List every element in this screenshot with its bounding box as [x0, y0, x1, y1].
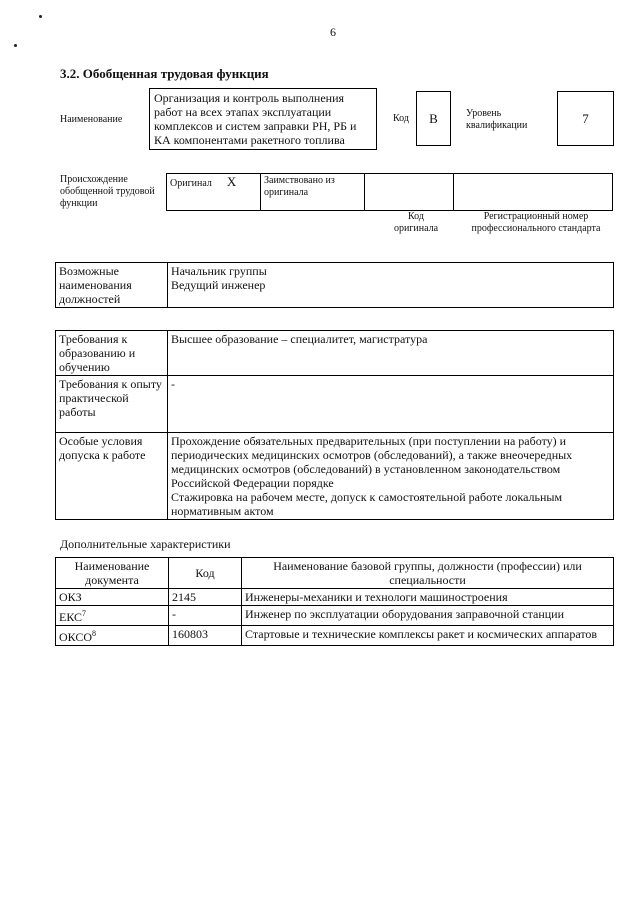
qualification-level-value: 7: [582, 110, 589, 126]
footnote-ref: 8: [92, 629, 97, 638]
section-title: 3.2. Обобщенная трудовая функция: [60, 66, 269, 81]
special-conditions-value: [168, 433, 614, 520]
row-code: -: [169, 606, 242, 626]
footnote-ref: 7: [82, 609, 87, 618]
additional-table: [55, 557, 614, 646]
function-name-label: Наименование: [60, 114, 123, 125]
experience-requirements-value: -: [168, 376, 614, 433]
table-row: [56, 589, 614, 606]
qualification-level-label: Уровень квалификации: [466, 108, 528, 131]
qualification-level-box: [557, 91, 614, 146]
origin-label: Происхождение обобщенной трудовой функции: [60, 174, 155, 209]
header-code: Код: [169, 558, 242, 589]
position-item: Ведущий инженер: [171, 278, 266, 292]
row-doc: ОКЗ: [56, 589, 169, 606]
function-code-value: В: [429, 110, 438, 126]
header-group-name: Наименование базовой группы, должности (профессии) или специальности: [242, 558, 614, 589]
origin-table: [166, 173, 613, 211]
origin-code-original-cell: [365, 174, 454, 211]
education-requirements-value: Высшее образование – специалитет, магистратура: [168, 331, 614, 376]
positions-label: Возможные наименования должностей: [56, 263, 168, 308]
scan-speck: [39, 15, 42, 18]
origin-borrowed-label: Заимствовано из оригинала: [264, 175, 335, 198]
function-code-label: Код: [393, 113, 409, 124]
row-name: Инженер по эксплуатации оборудования заправочной станции: [242, 606, 614, 626]
function-code-box: [416, 91, 451, 146]
experience-requirements-label: Требования к опыту практической работы: [56, 376, 168, 433]
header-document: Наименование документа: [56, 558, 169, 589]
positions-table: [55, 262, 614, 308]
table-row: [56, 606, 614, 626]
special-conditions-label: Особые условия допуска к работе: [56, 433, 168, 520]
requirements-table: [55, 330, 614, 520]
origin-original-label: Оригинал: [170, 178, 212, 189]
row-name: Инженеры-механики и технологи машиностроения: [242, 589, 614, 606]
row-code: 160803: [169, 626, 242, 646]
position-item: Начальник группы: [171, 264, 267, 278]
origin-borrowed-cell: [261, 174, 365, 211]
origin-original-cell: [167, 174, 261, 211]
reg-number-caption: Регистрационный номер профессионального стандарта: [471, 211, 601, 234]
function-name-value: Организация и контроль выполнения работ на всех этапах эксплуатации комплексов и систем заправки РН, РБ и КА компонентами ракетного топлива: [154, 91, 357, 147]
special-conditions-text-2: Стажировка на рабочем месте, допуск к самостоятельной работе локальным нормативным актом: [171, 490, 563, 518]
table-row: [56, 626, 614, 646]
function-name-box: [149, 88, 377, 150]
origin-reg-number-cell: [454, 174, 613, 211]
education-requirements-label: Требования к образованию и обучению: [56, 331, 168, 376]
row-doc: ОКСО$^8$: [56, 626, 169, 646]
positions-values: [168, 263, 614, 308]
additional-title: Дополнительные характеристики: [60, 537, 231, 551]
origin-original-mark: X: [226, 174, 237, 189]
page-number: 6: [330, 25, 336, 39]
code-original-caption: Код оригинала: [393, 211, 439, 234]
row-doc: ЕКС$^7$: [56, 606, 169, 626]
row-name: Стартовые и технические комплексы ракет и космических аппаратов: [242, 626, 614, 646]
scan-speck: [14, 44, 17, 47]
special-conditions-text: Прохождение обязательных предварительных (при поступлении на работу) и периодических медицинских осмотров (обследований), а также внеочередных медицинских осмотров (обследований) в установленном законодательством Российской Федерации порядке: [171, 434, 573, 490]
row-code: 2145: [169, 589, 242, 606]
